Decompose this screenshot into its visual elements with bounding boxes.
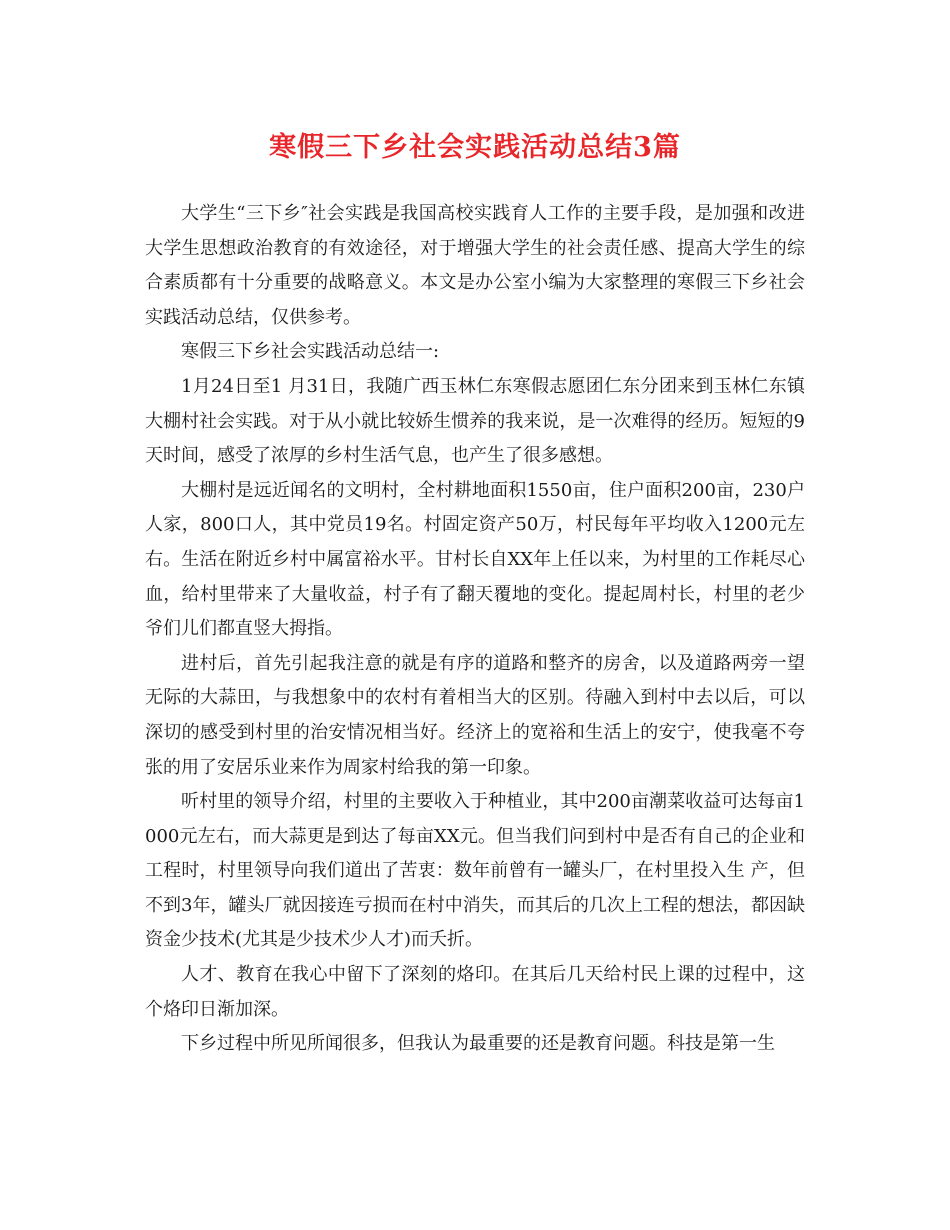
- paragraph-village: 大棚村是远近闻名的文明村，全村耕地面积1550亩，住户面积200亩，230户人家，800口人，其中党员19名。村固定资产50万，村民每年平均收入1200元左右。生活在附近乡村中属富裕水平。甘村长自XX年上任以来，为村里的工作耗尽心血，给村里带来了大量收益，村子有了翻天覆地的变化。提起周村长，村里的老少爷们儿们都直竖大拇指。: [145, 479, 805, 640]
- paragraph-intro: 大学生“三下乡″社会实践是我国高校实践育人工作的主要手段，是加强和改进大学生思想政治教育的有效途径，对于增强大学生的社会责任感、提高大学生的综合素质都有十分重要的战略意义。本文是办公室小编为大家整理的寒假三下乡社会实践活动总结，仅供参考。: [145, 203, 805, 328]
- paragraph-section-heading: 寒假三下乡社会实践活动总结一:: [181, 341, 440, 363]
- document-title: 寒假三下乡社会实践活动总结3篇: [269, 132, 681, 163]
- document-body: [145, 197, 805, 1062]
- paragraph-education-issue: 下乡过程中所见所闻很多，但我认为最重要的还是教育问题。科技是第一生: [181, 1033, 775, 1055]
- paragraph-impression: 进村后，首先引起我注意的就是有序的道路和整齐的房舍，以及道路两旁一望无际的大蒜田，与我想象中的农村有着相当大的区别。待融入到村中去以后，可以深切的感受到村里的治安情况相当好。经济上的宽裕和生活上的安宁，使我毫不夸张的用了安居乐业来作为周家村给我的第一印象。: [145, 652, 805, 778]
- paragraph-income: 听村里的领导介绍，村里的主要收入于种植业，其中200亩潮菜收益可达每亩1000元左右，而大蒜更是到达了每亩XX元。但当我们问到村中是否有自己的企业和工程时，村里领导向我们道出了苦衷：数年前曾有一罐头厂，在村里投入生 产，但不到3年，罐头厂就因接连亏损而在村中消失，而其后的几次上工程的想法，都因缺资金少技术(尤其是少技术少人才)而夭折。: [145, 791, 805, 951]
- paragraph-education-mark: 人才、教育在我心中留下了深刻的烙印。在其后几天给村民上课的过程中，这个烙印日渐加深。: [145, 964, 805, 1020]
- paragraph-trip: 1月24日至1 月31日，我随广西玉林仁东寒假志愿团仁东分团来到玉林仁东镇大棚村社会实践。对于从小就比较娇生惯养的我来说，是一次难得的经历。短短的9天时间，感受了浓厚的乡村生活气息，也产生了很多感想。: [145, 375, 805, 467]
